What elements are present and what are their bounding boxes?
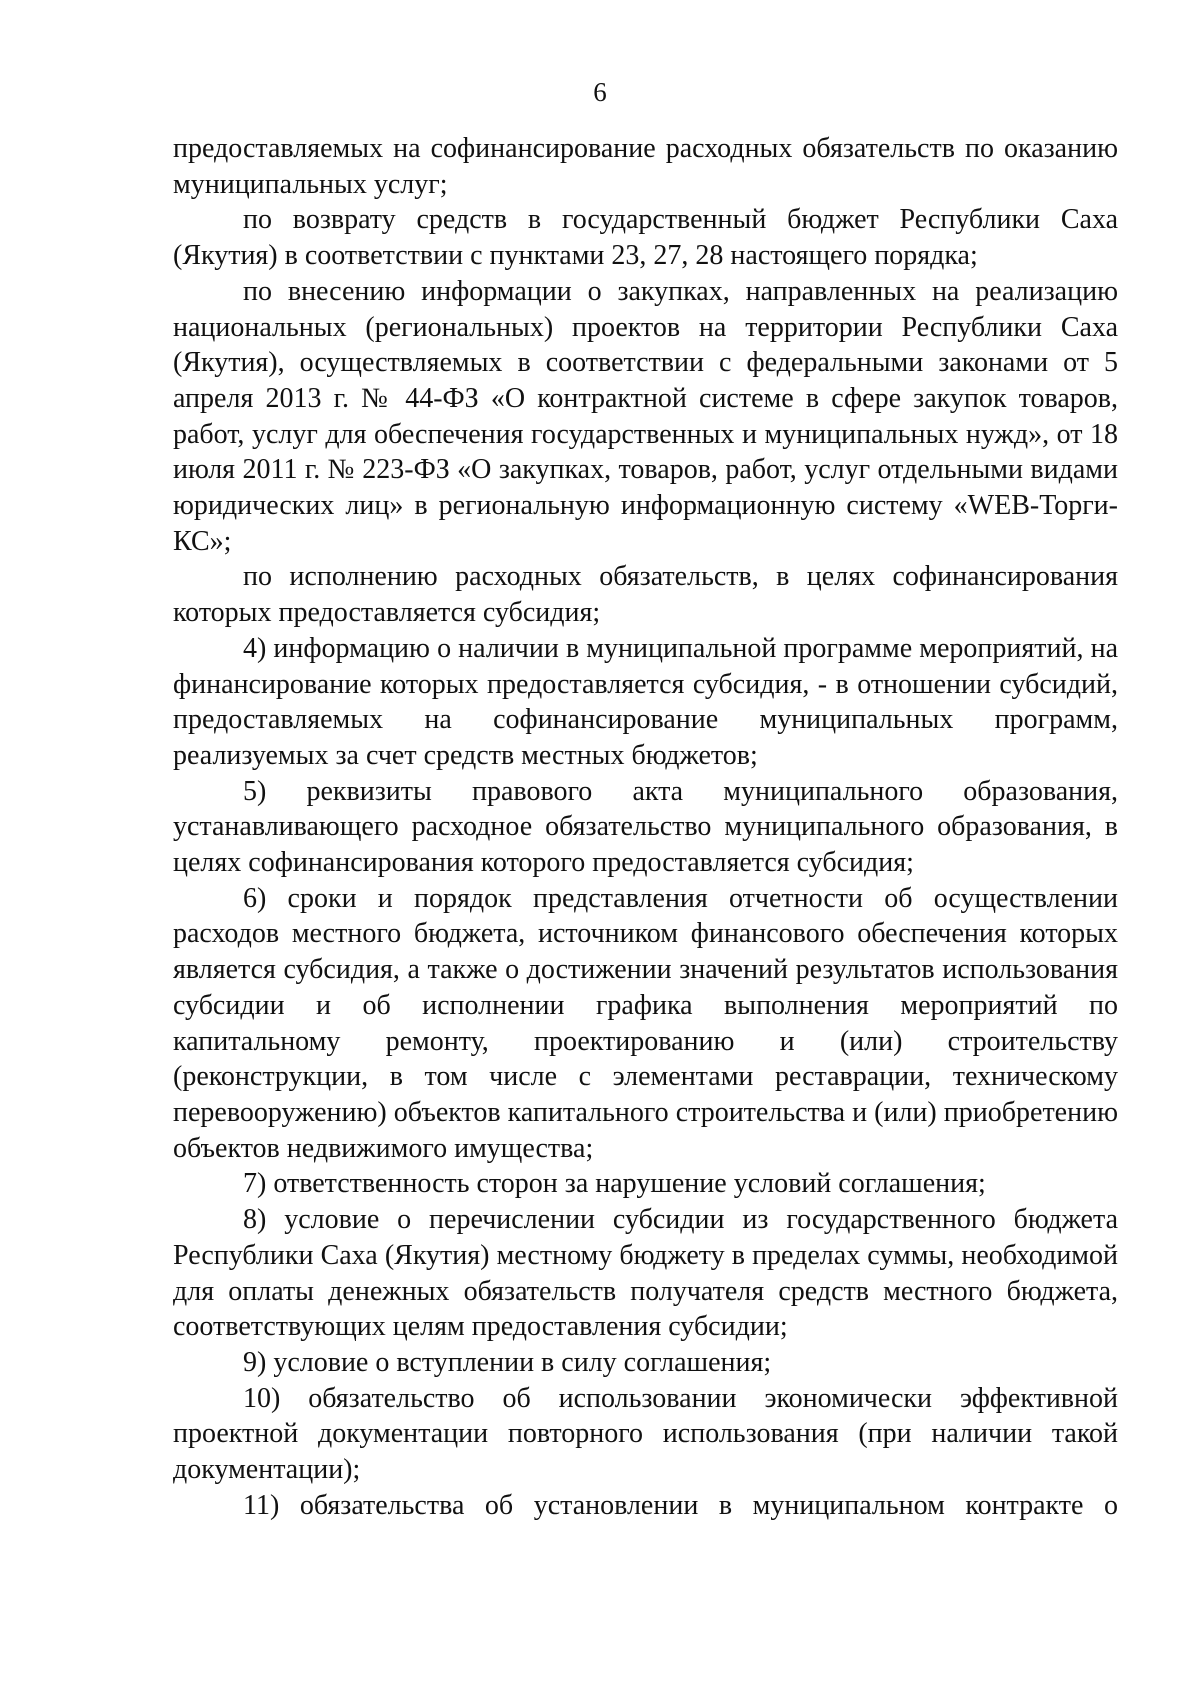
paragraph: по внесению информации о закупках, направленных на реализацию национальных (региональных) проектов на территории Республики Саха (Якутия), осуществляемых в соответствии с федеральными законами от 5 апреля 2013 г. № 44-ФЗ «О контрактной системе в сфере закупок товаров, работ, услуг для обеспечения государственных и муниципальных нужд», от 18 июля 2011 г. № 223-ФЗ «О закупках, товаров, работ, услуг отдельными видами юридических лиц» в региональную информационную систему «WEB-Торги-КС»;: [173, 275, 1118, 557]
paragraph: 9) условие о вступлении в силу соглашения;: [243, 1346, 772, 1378]
paragraph: 4) информацию о наличии в муниципальной программе мероприятий, на финансирование которых предоставляется субсидия, - в отношении субсидий, предоставляемых на софинансирование муниципальных программ, реализуемых за счет средств местных бюджетов;: [173, 632, 1118, 771]
paragraph: 6) сроки и порядок представления отчетности об осуществлении расходов местного бюджета, источником финансового обеспечения которых является субсидия, а также о достижении значений результатов использования субсидии и об исполнении графика выполнения мероприятий по капитальному ремонту, проектированию и (или) строительству (реконструкции, в том числе с элементами реставрации, техническому перевооружению) объектов капитального строительства и (или) приобретению объектов недвижимого имущества;: [173, 882, 1118, 1164]
paragraph: 8) условие о перечислении субсидии из государственного бюджета Республики Саха (Якутия) местному бюджету в пределах суммы, необходимой для оплаты денежных обязательств получателя средств местного бюджета, соответствующих целям предоставления субсидии;: [173, 1204, 1118, 1343]
page-number: 6: [593, 77, 607, 107]
paragraph: 5) реквизиты правового акта муниципального образования, устанавливающего расходное обязательство муниципального образования, в целях софинансирования которого предоставляется субсидия;: [173, 775, 1118, 879]
paragraph: 10) обязательство об использовании экономически эффективной проектной документации повторного использования (при наличии такой документации);: [173, 1382, 1118, 1486]
paragraph: 7) ответственность сторон за нарушение условий соглашения;: [243, 1168, 986, 1200]
paragraph: 11) обязательства об установлении в муниципальном контракте о: [243, 1489, 1118, 1521]
paragraph: предоставляемых на софинансирование расходных обязательств по оказанию муниципальных услуг;: [173, 133, 1118, 200]
paragraph: по исполнению расходных обязательств, в целях софинансирования которых предоставляется субсидия;: [173, 561, 1118, 629]
document-body: [173, 131, 1118, 1523]
paragraph: по возврату средств в государственный бюджет Республики Саха (Якутия) в соответствии с пунктами 23, 27, 28 настоящего порядка;: [173, 204, 1118, 272]
